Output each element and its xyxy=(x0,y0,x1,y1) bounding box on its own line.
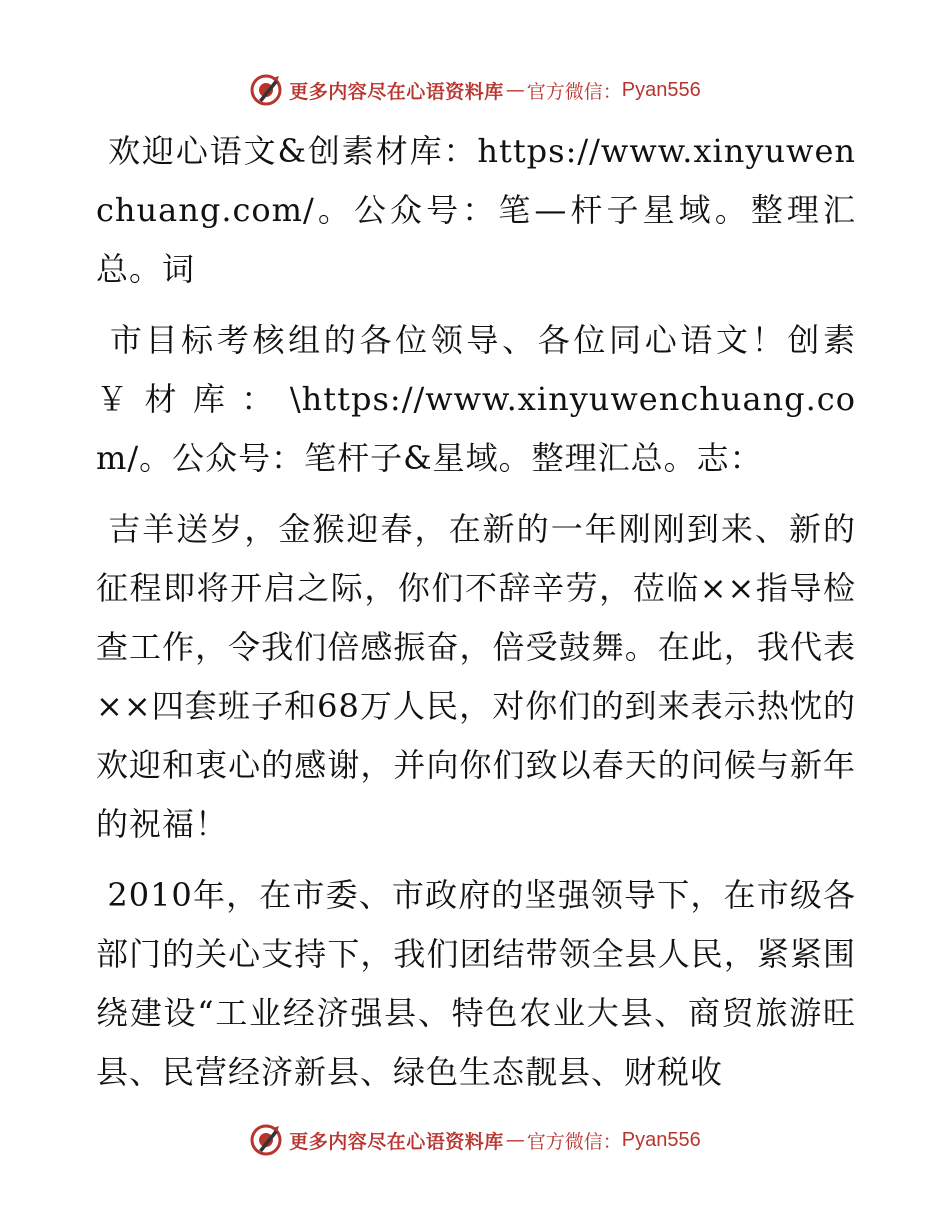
footer-dash: — xyxy=(505,1129,525,1151)
paragraph-greeting: 市目标考核组的各位领导、各位同心语文！创素￥材库：\https://www.xinyuwenchuang.com/。公众号：笔杆子&星域。整理汇总。志： xyxy=(96,321,856,477)
header-wechat-handle: Pyan556 xyxy=(621,78,701,101)
header-dash: — xyxy=(505,79,525,101)
footer-wechat-label: 官方微信： xyxy=(526,1130,622,1153)
paragraph-review: 2010年，在市委、市政府的坚强领导下，在市级各部门的关心支持下，我们团结带领全县人民，紧紧围绕建设“工业经济强县、特色农业大县、商贸旅游旺县、民营经济新县、绿色生态靓县、财税收 xyxy=(96,876,856,1091)
document-body xyxy=(96,122,856,1114)
footer-wechat-handle: Pyan556 xyxy=(621,1128,701,1151)
header-wechat-label: 官方微信： xyxy=(526,80,622,103)
brand-logo-icon xyxy=(249,73,283,107)
paragraph-welcome: 吉羊送岁，金猴迎春，在新的一年刚刚到来、新的征程即将开启之际，你们不辞辛劳，莅临××指导检查工作，令我们倍感振奋，倍受鼓舞。在此，我代表××四套班子和68万人民，对你们的到来表示热忱的欢迎和衷心的感谢，并向你们致以春天的问候与新年的祝福！ xyxy=(96,510,856,843)
footer-slogan: 更多内容尽在心语资料库 xyxy=(289,1130,504,1153)
header-slogan: 更多内容尽在心语资料库 xyxy=(289,80,504,103)
brand-logo-icon xyxy=(249,1123,283,1157)
footer-banner xyxy=(0,1120,950,1160)
paragraph-intro: 欢迎心语文&创素材库：https://www.xinyuwenchuang.com/。公众号：笔—杆子星域。整理汇总。词 xyxy=(96,132,856,288)
header-banner xyxy=(0,70,950,110)
